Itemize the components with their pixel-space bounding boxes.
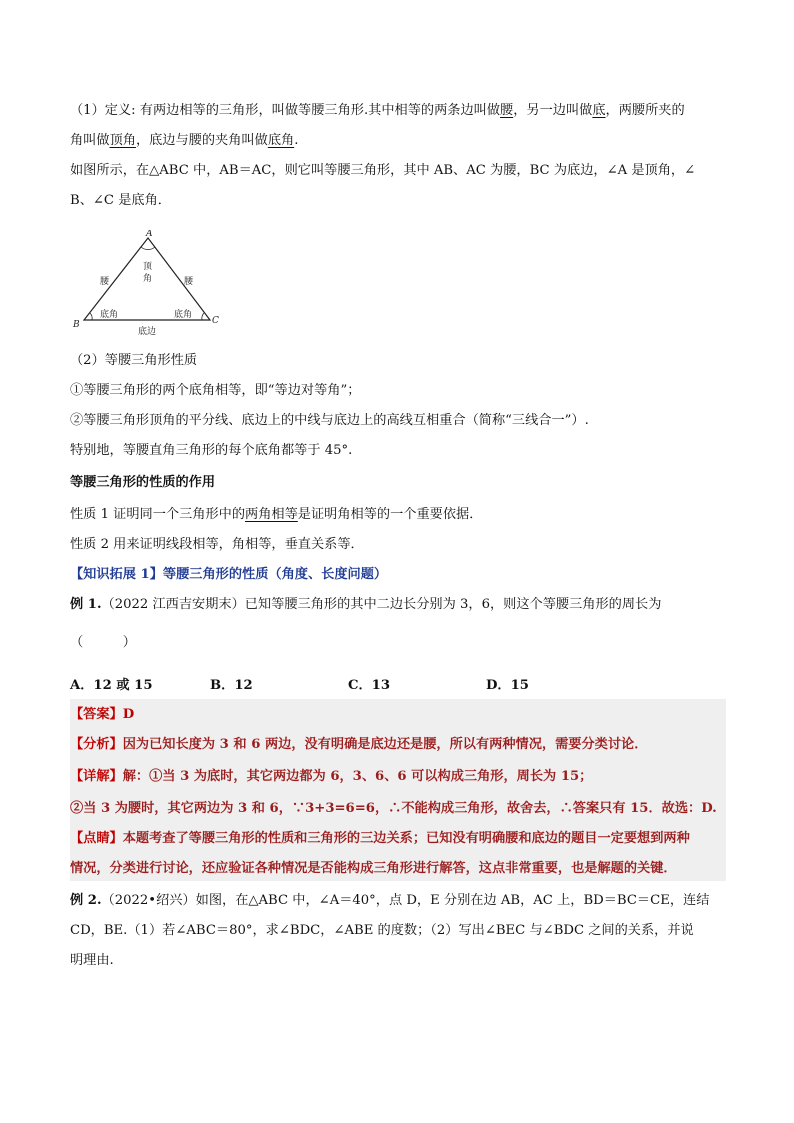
comment-line-1 (70, 830, 690, 848)
definition-text: ，底边与腰的夹角叫做 (135, 133, 268, 148)
option-a: A．12 或 15 (70, 678, 153, 693)
properties-heading: （2）等腰三角形性质 (70, 353, 198, 368)
answer-tag: 【答案】 (70, 707, 123, 722)
analysis-text: 因为已知长度为 3 和 6 两边，没有明确是底边还是腰，所以有两种情况，需要分类讨论． (122, 737, 648, 752)
term-base: 底 (592, 103, 606, 118)
comment-text: 本题考查了等腰三角形的性质和三角形的三边关系；已知没有明确腰和底边的题目一定要想到两种 (122, 831, 690, 846)
figure-description-2: B、∠C 是底角． (70, 193, 171, 208)
role-1 (70, 506, 482, 524)
comment-line-2: 情况，分类进行讨论，还应验证各种情况是否能构成三角形进行解答，这点非常重要，也是解题的关键． (70, 861, 677, 876)
answer-line (70, 706, 134, 724)
isosceles-triangle-diagram (70, 230, 230, 340)
example-2-line-3: 明理由. (70, 953, 114, 968)
base-angle-right-label: 底角 (174, 310, 193, 320)
definition-line-2 (70, 132, 298, 150)
example-1-options (70, 674, 726, 692)
role-heading: 等腰三角形的性质的作用 (70, 475, 216, 490)
vertex-a-label: A (146, 230, 153, 239)
term-base-angle: 底角 (267, 133, 295, 148)
definition-line-1 (70, 102, 685, 120)
comment-tag: 【点睛】 (70, 831, 123, 846)
option-b: B．12 (210, 678, 253, 693)
extension-title: 【知识拓展 1】等腰三角形的性质（角度、长度问题） (70, 567, 388, 582)
answer-block (70, 699, 726, 881)
role-text: 性质 1 证明同一个三角形中的 (70, 507, 246, 522)
detail-tag: 【详解】 (70, 769, 123, 784)
example-text: （2022•绍兴）如图，在△ABC 中，∠A＝40°，点 D，E 分别在边 AB，AC 上，BD＝BC＝CE，连结 (101, 893, 710, 908)
example-label: 例 2. (70, 893, 102, 908)
example-label: 例 1. (70, 597, 102, 612)
term-apex-angle: 顶角 (109, 133, 136, 148)
definition-text: ，两腰所夹的 (605, 103, 685, 118)
role-underlined: 两角相等 (245, 507, 298, 522)
analysis-line (70, 736, 647, 754)
apex-label-2: 角 (143, 274, 153, 284)
option-c: C．13 (348, 678, 391, 693)
role-2: 性质 2 用来证明线段相等，角相等，垂直关系等． (70, 537, 364, 552)
example-2-line-1 (70, 892, 709, 910)
option-d: D．15 (486, 678, 529, 693)
definition-text: （1）定义: 有两边相等的三角形，叫做等腰三角形.其中相等的两条边叫做 (70, 103, 501, 118)
vertex-b-label: B (73, 320, 80, 330)
base-side-label: 底边 (138, 327, 157, 337)
property-1: ①等腰三角形的两个底角相等，即“等边对等角”； (70, 383, 361, 398)
detail-line-2: ②当 3 为腰时，其它两边为 3 和 6，∵3+3=6=6，∴不能构成三角形，故舍去，∴答案只有 15．故选：D. (70, 801, 717, 816)
example-2-line-2: CD，BE.（1）若∠ABC＝80°，求∠BDC，∠ABE 的度数；（2）写出∠BEC 与∠BDC 之间的关系，并说 (70, 923, 694, 938)
definition-text: ，另一边叫做 (513, 103, 593, 118)
right-side-label: 腰 (184, 277, 194, 287)
example-1-paren: （ ） (70, 635, 136, 650)
apex-label-1: 顶 (143, 262, 153, 272)
vertex-c-label: C (212, 316, 219, 326)
answer-value: D (122, 707, 135, 722)
example-text: （2022 江西吉安期末）已知等腰三角形的其中二边长分别为 3，6，则这个等腰三角形的周长为 (101, 597, 662, 612)
definition-text: . (294, 133, 299, 148)
property-3: 特别地，等腰直角三角形的每个底角都等于 45°. (70, 443, 353, 458)
definition-text: 角叫做 (70, 133, 110, 148)
detail-line-1 (70, 768, 592, 786)
base-angle-left-label: 底角 (100, 310, 119, 320)
left-side-label: 腰 (100, 277, 110, 287)
analysis-tag: 【分析】 (70, 737, 123, 752)
property-2: ②等腰三角形顶角的平分线、底边上的中线与底边上的高线互相重合（简称“三线合一”）. (70, 413, 589, 428)
figure-description-1: 如图所示，在△ABC 中，AB＝AC，则它叫等腰三角形，其中 AB、AC 为腰，BC 为底边，∠A 是顶角，∠ (70, 163, 696, 178)
example-1-question (70, 596, 661, 614)
term-waist: 腰 (500, 103, 514, 118)
detail-text: 解：①当 3 为底时，其它两边都为 6，3、6、6 可以构成三角形，周长为 15； (122, 769, 593, 784)
role-text: 是证明角相等的一个重要依据． (297, 507, 483, 522)
